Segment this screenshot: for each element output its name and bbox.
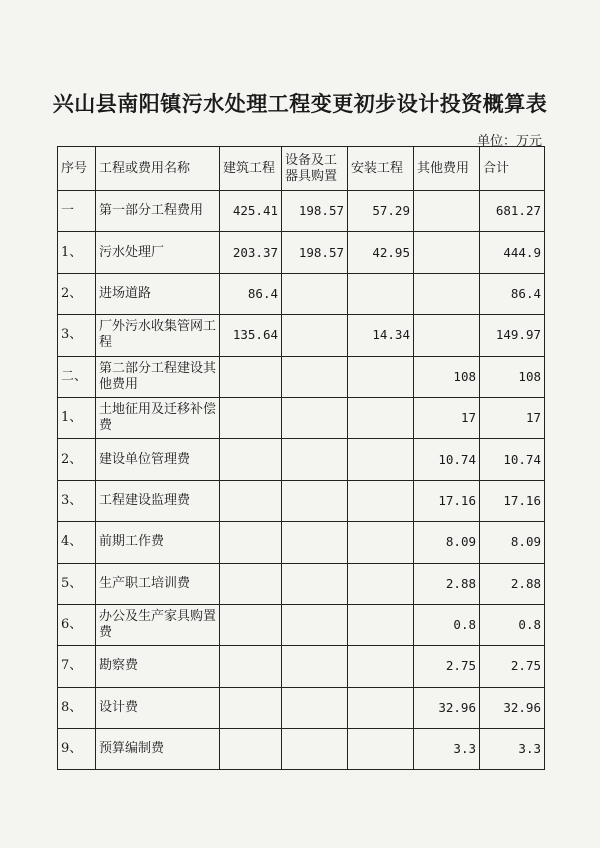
cell-build: 86.4	[220, 273, 282, 314]
cell-equip	[282, 397, 348, 438]
cell-total: 0.8	[480, 604, 545, 645]
cell-equip	[282, 522, 348, 563]
cell-name: 进场道路	[96, 273, 220, 314]
table-row	[58, 687, 545, 728]
cell-install: 42.95	[348, 232, 414, 273]
table-row	[58, 522, 545, 563]
cell-total: 3.3	[480, 729, 545, 770]
table-row	[58, 232, 545, 273]
cell-install	[348, 356, 414, 397]
cell-total: 10.74	[480, 439, 545, 480]
table-row	[58, 397, 545, 438]
cell-total: 2.88	[480, 563, 545, 604]
cell-build	[220, 604, 282, 645]
cell-equip	[282, 687, 348, 728]
cell-total: 149.97	[480, 315, 545, 356]
cell-name: 厂外污水收集管网工程	[96, 315, 220, 356]
cell-seq: 7、	[58, 646, 96, 687]
table-row	[58, 480, 545, 521]
cell-equip	[282, 315, 348, 356]
cell-other	[414, 232, 480, 273]
table-row	[58, 563, 545, 604]
cell-seq: 5、	[58, 563, 96, 604]
header-build: 建筑工程	[220, 147, 282, 191]
cell-other	[414, 315, 480, 356]
cell-name: 第一部分工程费用	[96, 191, 220, 232]
cell-equip	[282, 646, 348, 687]
cell-build: 135.64	[220, 315, 282, 356]
cell-name: 建设单位管理费	[96, 439, 220, 480]
cell-other: 17	[414, 397, 480, 438]
cell-equip: 198.57	[282, 191, 348, 232]
cell-name: 设计费	[96, 687, 220, 728]
cell-equip: 198.57	[282, 232, 348, 273]
header-other: 其他费用	[414, 147, 480, 191]
cell-build	[220, 522, 282, 563]
cell-install	[348, 729, 414, 770]
cell-name: 生产职工培训费	[96, 563, 220, 604]
cell-seq: 6、	[58, 604, 96, 645]
table-row	[58, 604, 545, 645]
cell-equip	[282, 729, 348, 770]
cell-total: 17.16	[480, 480, 545, 521]
cell-equip	[282, 563, 348, 604]
cell-install	[348, 604, 414, 645]
cell-build	[220, 397, 282, 438]
cell-total: 2.75	[480, 646, 545, 687]
cell-other: 0.8	[414, 604, 480, 645]
table-row	[58, 439, 545, 480]
cell-seq: 4、	[58, 522, 96, 563]
cell-install	[348, 397, 414, 438]
cell-seq: 一	[58, 191, 96, 232]
cell-total: 108	[480, 356, 545, 397]
table-row	[58, 646, 545, 687]
cell-total: 444.9	[480, 232, 545, 273]
cell-name: 前期工作费	[96, 522, 220, 563]
cell-seq: 3、	[58, 480, 96, 521]
cell-name: 办公及生产家具购置费	[96, 604, 220, 645]
cell-equip	[282, 439, 348, 480]
unit-label: 单位：万元	[476, 134, 542, 149]
header-name: 工程或费用名称	[96, 147, 220, 191]
cell-build	[220, 439, 282, 480]
cell-name: 第二部分工程建设其他费用	[96, 356, 220, 397]
cell-seq: 9、	[58, 729, 96, 770]
cell-seq: 3、	[58, 315, 96, 356]
table-header-row	[58, 147, 545, 191]
cell-build	[220, 356, 282, 397]
cell-other: 108	[414, 356, 480, 397]
cell-build	[220, 687, 282, 728]
cell-build	[220, 480, 282, 521]
table-row	[58, 191, 545, 232]
header-seq: 序号	[58, 147, 96, 191]
cell-seq: 2、	[58, 273, 96, 314]
cell-equip	[282, 273, 348, 314]
cell-other: 10.74	[414, 439, 480, 480]
table-row	[58, 356, 545, 397]
cell-total: 681.27	[480, 191, 545, 232]
cell-name: 土地征用及迁移补偿费	[96, 397, 220, 438]
header-total: 合计	[480, 147, 545, 191]
cell-other: 8.09	[414, 522, 480, 563]
cell-other: 32.96	[414, 687, 480, 728]
table-row	[58, 729, 545, 770]
cell-install: 14.34	[348, 315, 414, 356]
budget-table	[57, 146, 545, 770]
cell-other: 2.75	[414, 646, 480, 687]
cell-other: 3.3	[414, 729, 480, 770]
cell-name: 污水处理厂	[96, 232, 220, 273]
header-equip: 设备及工器具购置	[282, 147, 348, 191]
cell-install	[348, 273, 414, 314]
cell-equip	[282, 356, 348, 397]
cell-other	[414, 191, 480, 232]
cell-name: 预算编制费	[96, 729, 220, 770]
cell-equip	[282, 480, 348, 521]
cell-seq: 8、	[58, 687, 96, 728]
cell-other	[414, 273, 480, 314]
cell-seq: 2、	[58, 439, 96, 480]
cell-seq: 1、	[58, 232, 96, 273]
cell-build	[220, 563, 282, 604]
cell-install	[348, 439, 414, 480]
cell-total: 8.09	[480, 522, 545, 563]
cell-seq: 二、	[58, 356, 96, 397]
table-row	[58, 315, 545, 356]
cell-install	[348, 646, 414, 687]
cell-build: 425.41	[220, 191, 282, 232]
cell-build	[220, 646, 282, 687]
cell-install	[348, 522, 414, 563]
header-install: 安装工程	[348, 147, 414, 191]
cell-equip	[282, 604, 348, 645]
cell-build	[220, 729, 282, 770]
cell-seq: 1、	[58, 397, 96, 438]
cell-install	[348, 480, 414, 521]
cell-install	[348, 563, 414, 604]
cell-name: 工程建设监理费	[96, 480, 220, 521]
cell-other: 2.88	[414, 563, 480, 604]
cell-total: 17	[480, 397, 545, 438]
cell-total: 32.96	[480, 687, 545, 728]
page-title: 兴山县南阳镇污水处理工程变更初步设计投资概算表	[52, 91, 548, 116]
cell-install: 57.29	[348, 191, 414, 232]
cell-name: 勘察费	[96, 646, 220, 687]
cell-build: 203.37	[220, 232, 282, 273]
cell-install	[348, 687, 414, 728]
table-row	[58, 273, 545, 314]
cell-total: 86.4	[480, 273, 545, 314]
cell-other: 17.16	[414, 480, 480, 521]
